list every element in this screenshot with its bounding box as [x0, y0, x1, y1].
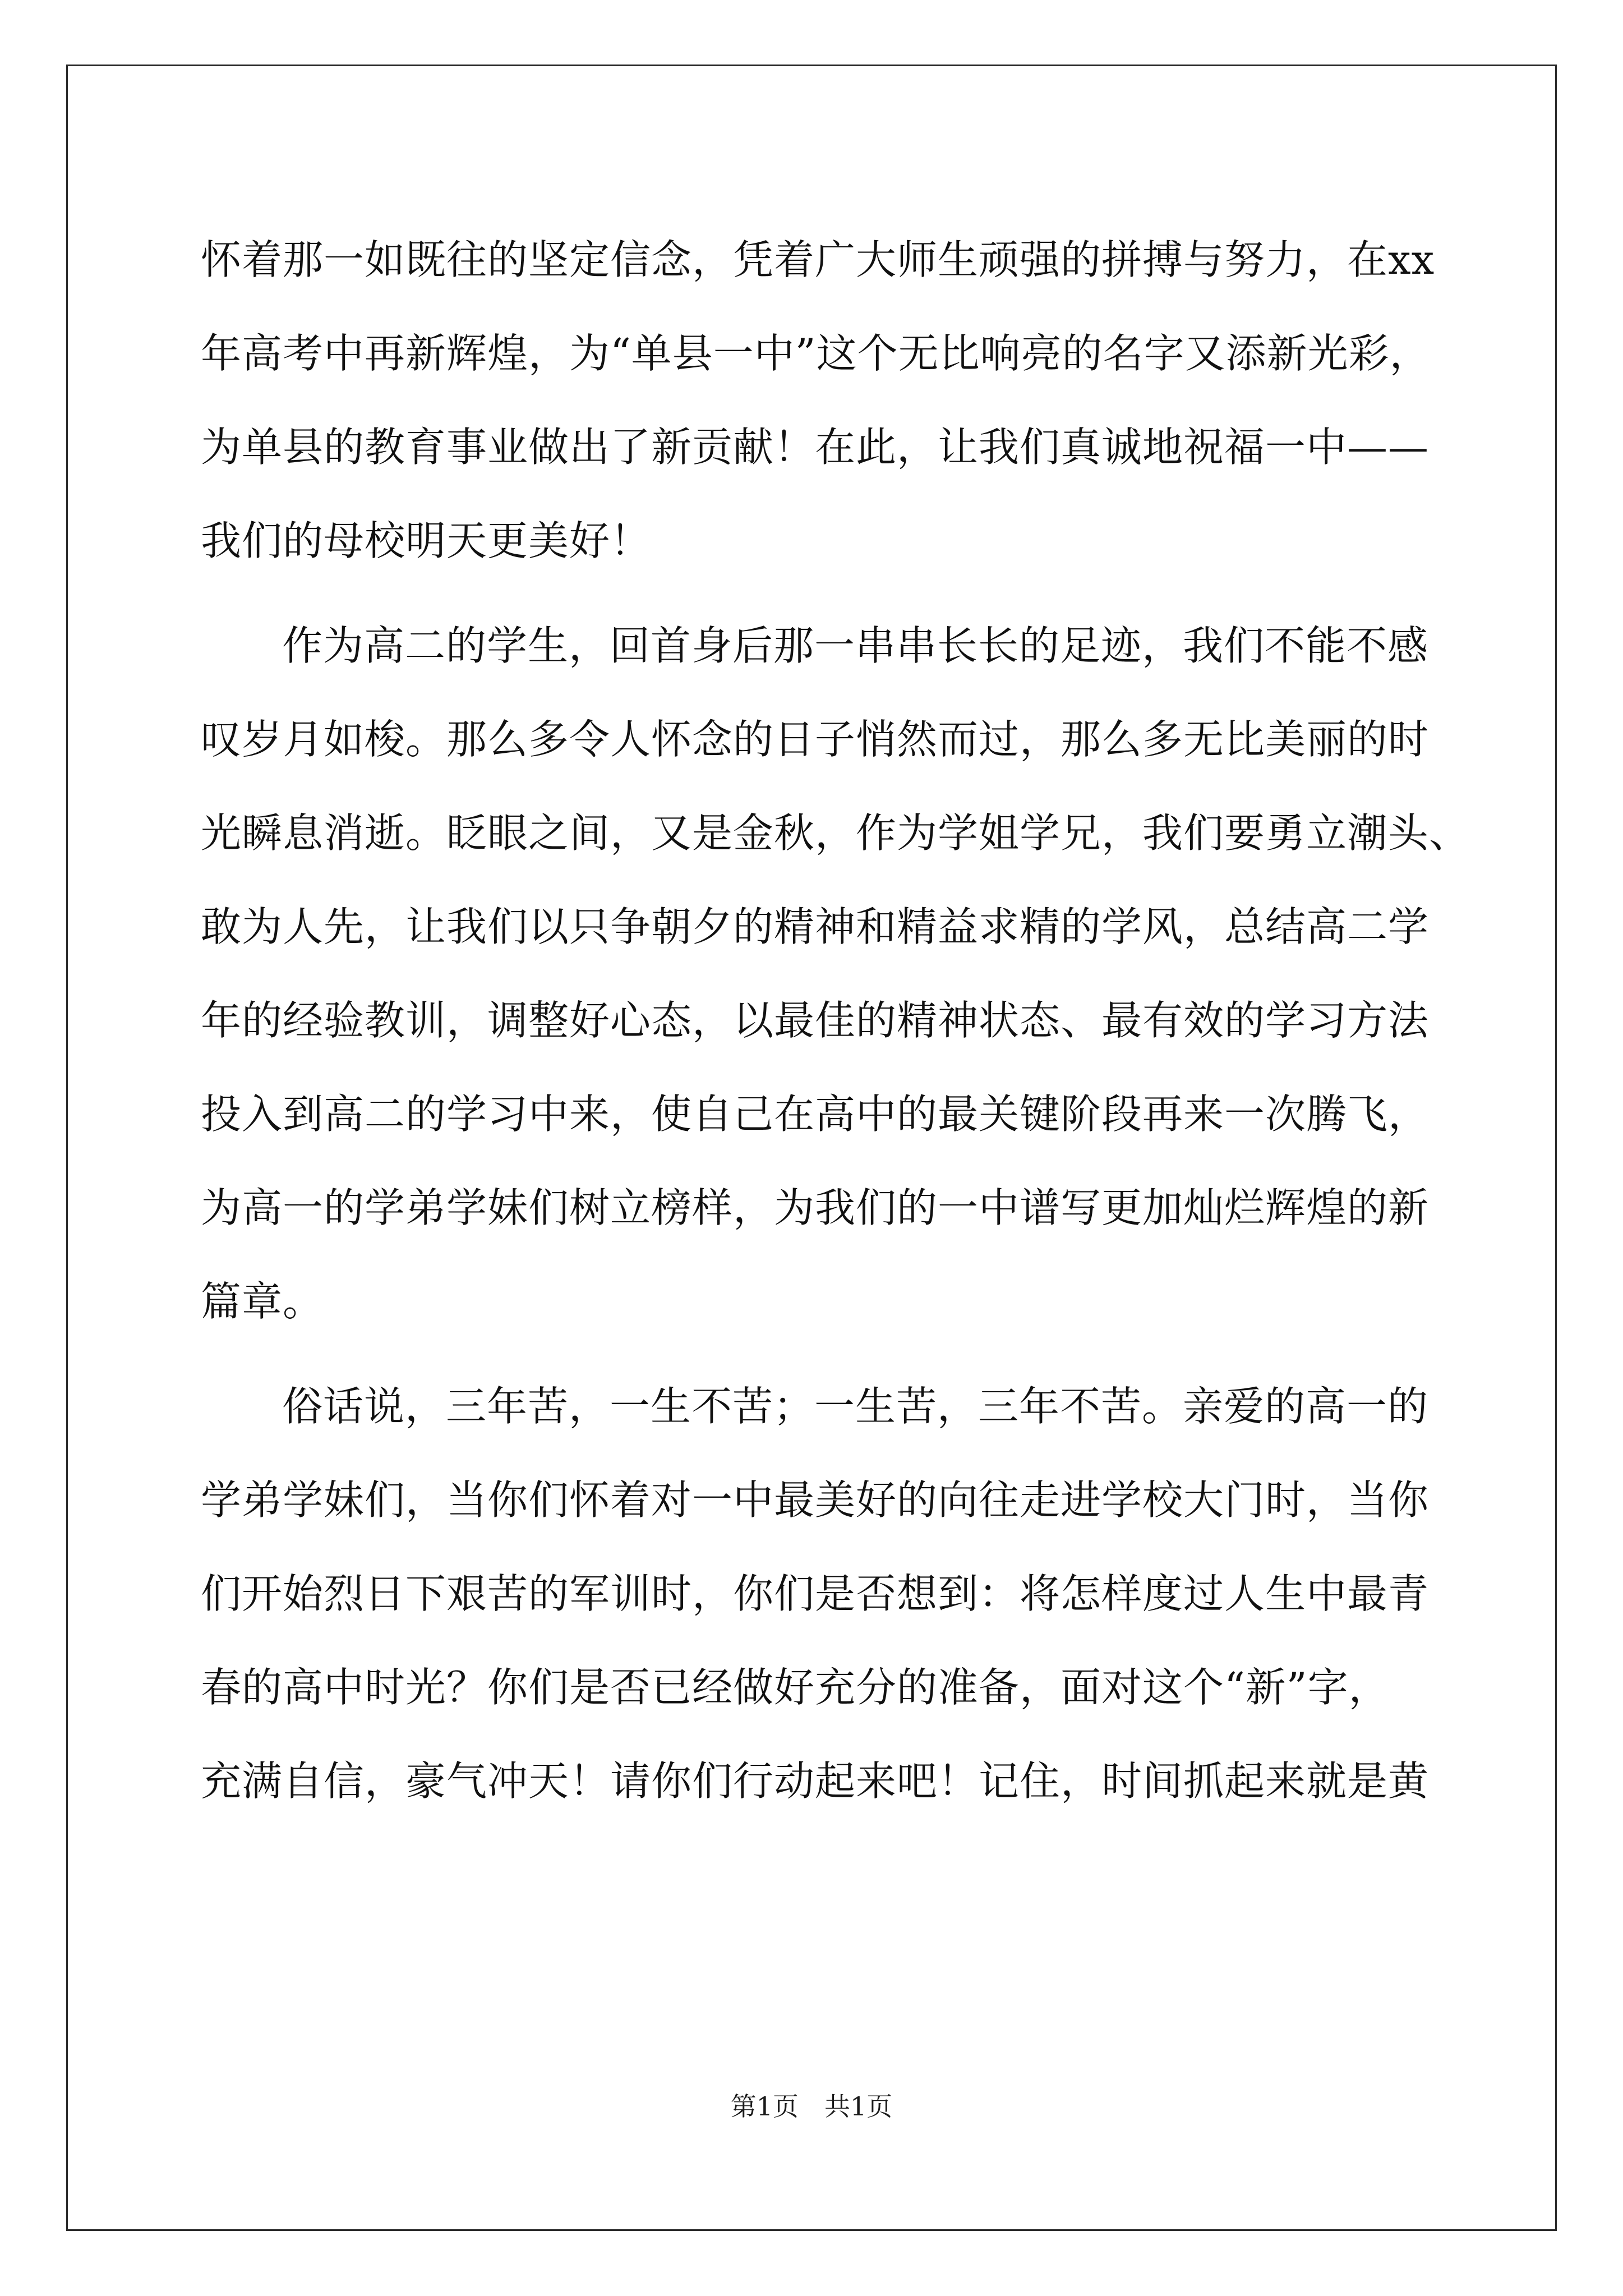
text-line: 光瞬息消逝。眨眼之间，又是金秋，作为学姐学兄，我们要勇立潮头、: [201, 809, 1470, 857]
text-line: 学弟学妹们，当你们怀着对一中最美好的向往走进学校大门时，当你: [201, 1476, 1430, 1524]
text-line: 怀着那一如既往的坚定信念，凭着广大师生顽强的拼搏与努力，在xx: [201, 236, 1435, 283]
text-line: 投入到高二的学习中来，使自己在高中的最关键阶段再来一次腾飞，: [201, 1091, 1430, 1138]
text-line: 篇章。: [201, 1278, 324, 1325]
text-line: 叹岁月如梭。那么多令人怀念的日子悄然而过，那么多无比美丽的时: [201, 716, 1430, 763]
page-footer: 第1页 共1页: [730, 2091, 893, 2122]
text-line: 俗话说，三年苦，一生不苦；一生苦，三年不苦。亲爱的高一的: [282, 1383, 1429, 1430]
document-body: [201, 213, 1470, 1828]
text-line: 充满自信，豪气冲天！请你们行动起来吧！记住，时间抓起来就是黄: [201, 1757, 1430, 1805]
text-line: 春的高中时光？你们是否已经做好充分的准备，面对这个“新”字，: [201, 1664, 1390, 1711]
text-line: 们开始烈日下艰苦的军训时，你们是否想到：将怎样度过人生中最青: [201, 1570, 1430, 1617]
text-line: 年高考中再新辉煌，为“单县一中”这个无比响亮的名字又添新光彩，: [201, 330, 1431, 377]
text-line: 为单县的教育事业做出了新贡献！在此，让我们真诚地祝福一中——: [201, 424, 1430, 471]
text-line: 年的经验教训，调整好心态，以最佳的精神状态、最有效的学习方法: [201, 997, 1430, 1044]
text-line: 为高一的学弟学妹们树立榜样，为我们的一中谱写更加灿烂辉煌的新: [201, 1184, 1430, 1231]
text-line: 敢为人先，让我们以只争朝夕的精神和精益求精的学风，总结高二学: [201, 903, 1430, 950]
text-line: 我们的母校明天更美好！: [201, 517, 652, 564]
text-line: 作为高二的学生，回首身后那一串串长长的足迹，我们不能不感: [282, 622, 1429, 669]
